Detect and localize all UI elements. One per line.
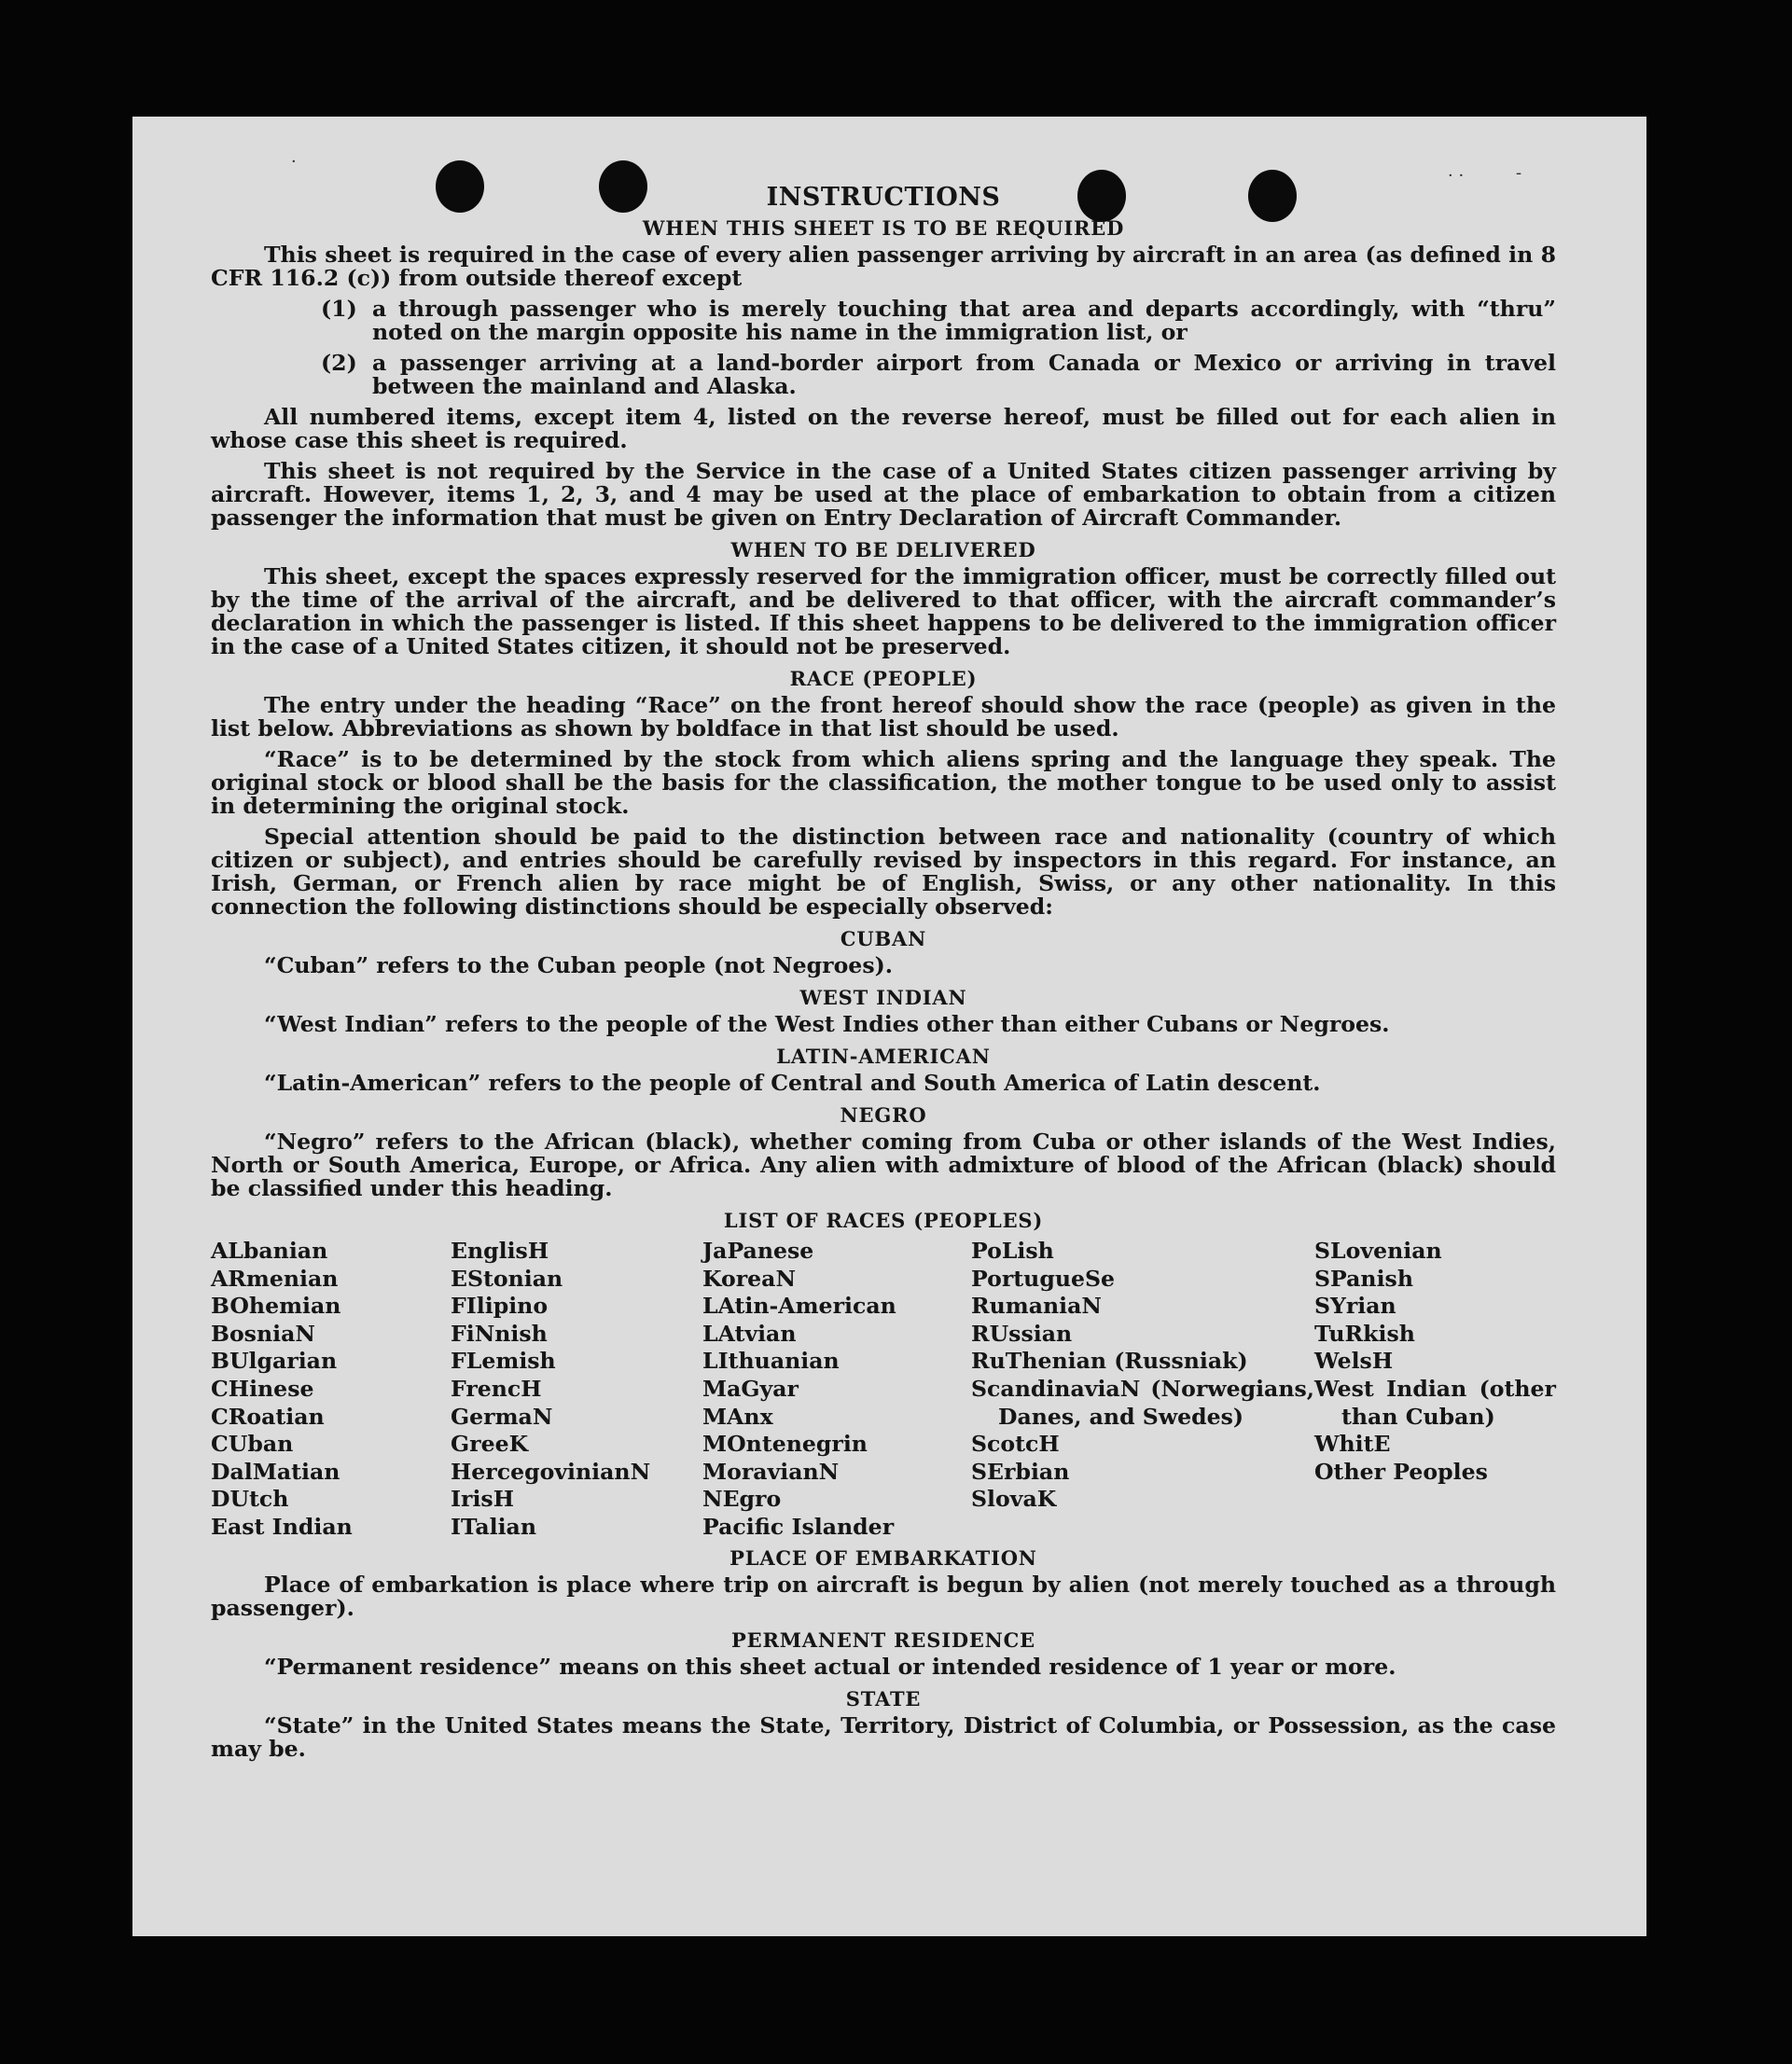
race-entry: ALbanian [211,1238,328,1264]
document-page [132,117,1646,1936]
race-entry: CHinese [211,1375,314,1402]
race-entry: TuRkish [1314,1320,1415,1347]
race-entry: LAtvian [702,1320,797,1347]
race-entry: BosniaN [211,1320,315,1347]
section-heading: WHEN TO BE DELIVERED [730,538,1036,561]
race-entry: HercegovinianN [451,1458,651,1485]
race-column [1314,1238,1556,1542]
race-entry: East Indian [211,1513,353,1540]
paragraph: Special attention should be paid to the distinction between race and nationality (country of which citizen or subject), and entries should be carefully revised by inspectors in this regard. For instance, an Irish, German, or French alien by race might be of English, Swiss, or any other nationality. In this connection the following distinctions should be especially observed: [211,824,1556,920]
item-number: (1) [321,296,357,322]
race-entry: FrencH [451,1375,542,1402]
section-heading: PLACE OF EMBARKATION [729,1545,1037,1570]
race-entry: MaGyar [702,1375,799,1402]
race-entry: GreeK [451,1431,529,1458]
instructions-text [211,182,1556,1768]
race-entry: ScotcH [971,1431,1060,1458]
list-item [321,298,1556,344]
definition-text: “Latin-American” refers to the people of Central and South America of Latin descent. [264,1070,1321,1096]
race-entry: West Indian (other than Cuban) [1314,1375,1556,1430]
race-entry: KoreaN [702,1265,797,1292]
race-entry: WhitE [1314,1431,1391,1458]
race-entry: CUban [211,1431,294,1458]
race-entry: SErbian [971,1458,1070,1485]
race-entry: FiNnish [451,1320,548,1347]
race-entry: JaPanese [702,1238,814,1264]
subsection-heading: LATIN-AMERICAN [776,1045,991,1068]
race-entry: LAtin-American [702,1293,896,1320]
race-list [211,1238,1556,1542]
paragraph: This sheet, except the spaces expressly reserved for the immigration officer, must be correctly filled out by the time of the arrival of the aircraft, and be delivered to that officer, with the aircraft commander’s declaration in which the passenger is listed. If this sheet happens to be delivered to the immigration officer in the case of a United States citizen, it should not be preserved. [211,563,1556,659]
section-heading: RACE (PEOPLE) [789,667,978,690]
race-entry: FIlipino [451,1293,549,1320]
race-entry: LIthuanian [702,1348,840,1375]
race-entry: IrisH [451,1486,515,1513]
item-number: (2) [321,350,357,376]
race-entry: CRoatian [211,1403,325,1430]
race-column [702,1238,971,1542]
race-column [211,1238,451,1542]
section-heading: LIST OF RACES (PEOPLES) [723,1209,1044,1232]
race-entry: EStonian [451,1265,563,1292]
page-title: INSTRUCTIONS [766,183,1001,212]
paragraph: “State” in the United States means the State, Territory, District of Columbia, or Possession, as the case may be. [211,1711,1556,1762]
paragraph: “Race” is to be determined by the stock from which aliens spring and the language they speak. The original stock or blood shall be the basis for the classification, the mother tongue to be used only to assist in determining the original stock. [211,746,1556,819]
subsection-heading: NEGRO [840,1103,927,1127]
item-text: a through passenger who is merely touching that area and departs accordingly, with “thru” noted on the margin opposite his name in the immigration list, or [372,296,1556,345]
item-text: a passenger arriving at a land-border airport from Canada or Mexico or arriving in travel between the mainland and Alaska. [372,350,1556,399]
section-heading: WHEN THIS SHEET IS TO BE REQUIRED [642,216,1125,240]
race-entry: ScandinaviaN (Norwegians, Danes, and Swedes) [971,1375,1314,1430]
race-entry: NEgro [702,1486,782,1513]
race-entry: GermaN [451,1403,553,1430]
race-entry: SYrian [1314,1293,1396,1320]
stray-mark: · [291,152,297,172]
race-column [971,1238,1314,1542]
stray-mark: · · [1448,166,1465,186]
definition-text: “West Indian” refers to the people of the West Indies other than either Cubans or Negroes. [264,1011,1390,1037]
race-entry: SlovaK [971,1486,1057,1513]
list-item [321,352,1556,398]
subsection-heading: CUBAN [840,927,927,950]
race-entry: MOntenegrin [702,1431,868,1458]
race-entry: Other Peoples [1314,1458,1488,1485]
paragraph: Place of embarkation is place where trip on aircraft is begun by alien (not merely touched as a through passenger). [211,1571,1556,1621]
race-entry: BOhemian [211,1293,341,1320]
race-entry: RUssian [971,1320,1073,1347]
section-heading: STATE [845,1686,922,1711]
race-entry: BUlgarian [211,1348,338,1375]
race-entry: SPanish [1314,1265,1413,1292]
paragraph: This sheet is required in the case of every alien passenger arriving by aircraft in an area (as defined in 8 CFR 116.2 (c)) from outside thereof except [211,242,1556,291]
race-entry: FLemish [451,1348,556,1375]
race-entry: RumaniaN [971,1293,1102,1320]
definition-text: “Negro” refers to the African (black), whether coming from Cuba or other islands of the West Indies, North or South America, Europe, or Africa. Any alien with admixture of blood of the African (black) should be classified under this heading. [211,1129,1556,1201]
race-entry: EnglisH [451,1238,549,1264]
race-column [451,1238,702,1542]
race-entry: DalMatian [211,1458,340,1485]
race-entry: PortugueSe [971,1265,1116,1292]
race-entry: DUtch [211,1486,289,1513]
definition-text: “Cuban” refers to the Cuban people (not Negroes). [264,952,893,978]
race-entry: MoravianN [702,1458,840,1485]
race-entry: ARmenian [211,1265,339,1292]
stray-mark: - [1516,163,1522,183]
race-entry: Pacific Islander [702,1513,895,1540]
paragraph: All numbered items, except item 4, listed on the reverse hereof, must be filled out for each alien in whose case this sheet is required. [211,404,1556,453]
race-entry: RuThenian (Russniak) [971,1348,1248,1375]
section-heading: PERMANENT RESIDENCE [731,1628,1035,1652]
subsection-heading: WEST INDIAN [799,986,967,1009]
race-entry: SLovenian [1314,1238,1442,1264]
race-entry: PoLish [971,1238,1054,1264]
race-entry: WelsH [1314,1348,1394,1375]
paragraph: The entry under the heading “Race” on the front hereof should show the race (people) as given in the list below. Abbreviations as shown by boldface in that list should be used. [211,692,1556,741]
paragraph: “Permanent residence” means on this sheet actual or intended residence of 1 year or more. [264,1653,1396,1680]
paragraph: This sheet is not required by the Service in the case of a United States citizen passenger arriving by aircraft. However, items 1, 2, 3, and 4 may be used at the place of embarkation to obtain from a citizen passenger the information that must be given on Entry Declaration of Aircraft Commander. [211,458,1556,531]
race-entry: MAnx [702,1403,773,1430]
race-entry: ITalian [451,1513,536,1540]
